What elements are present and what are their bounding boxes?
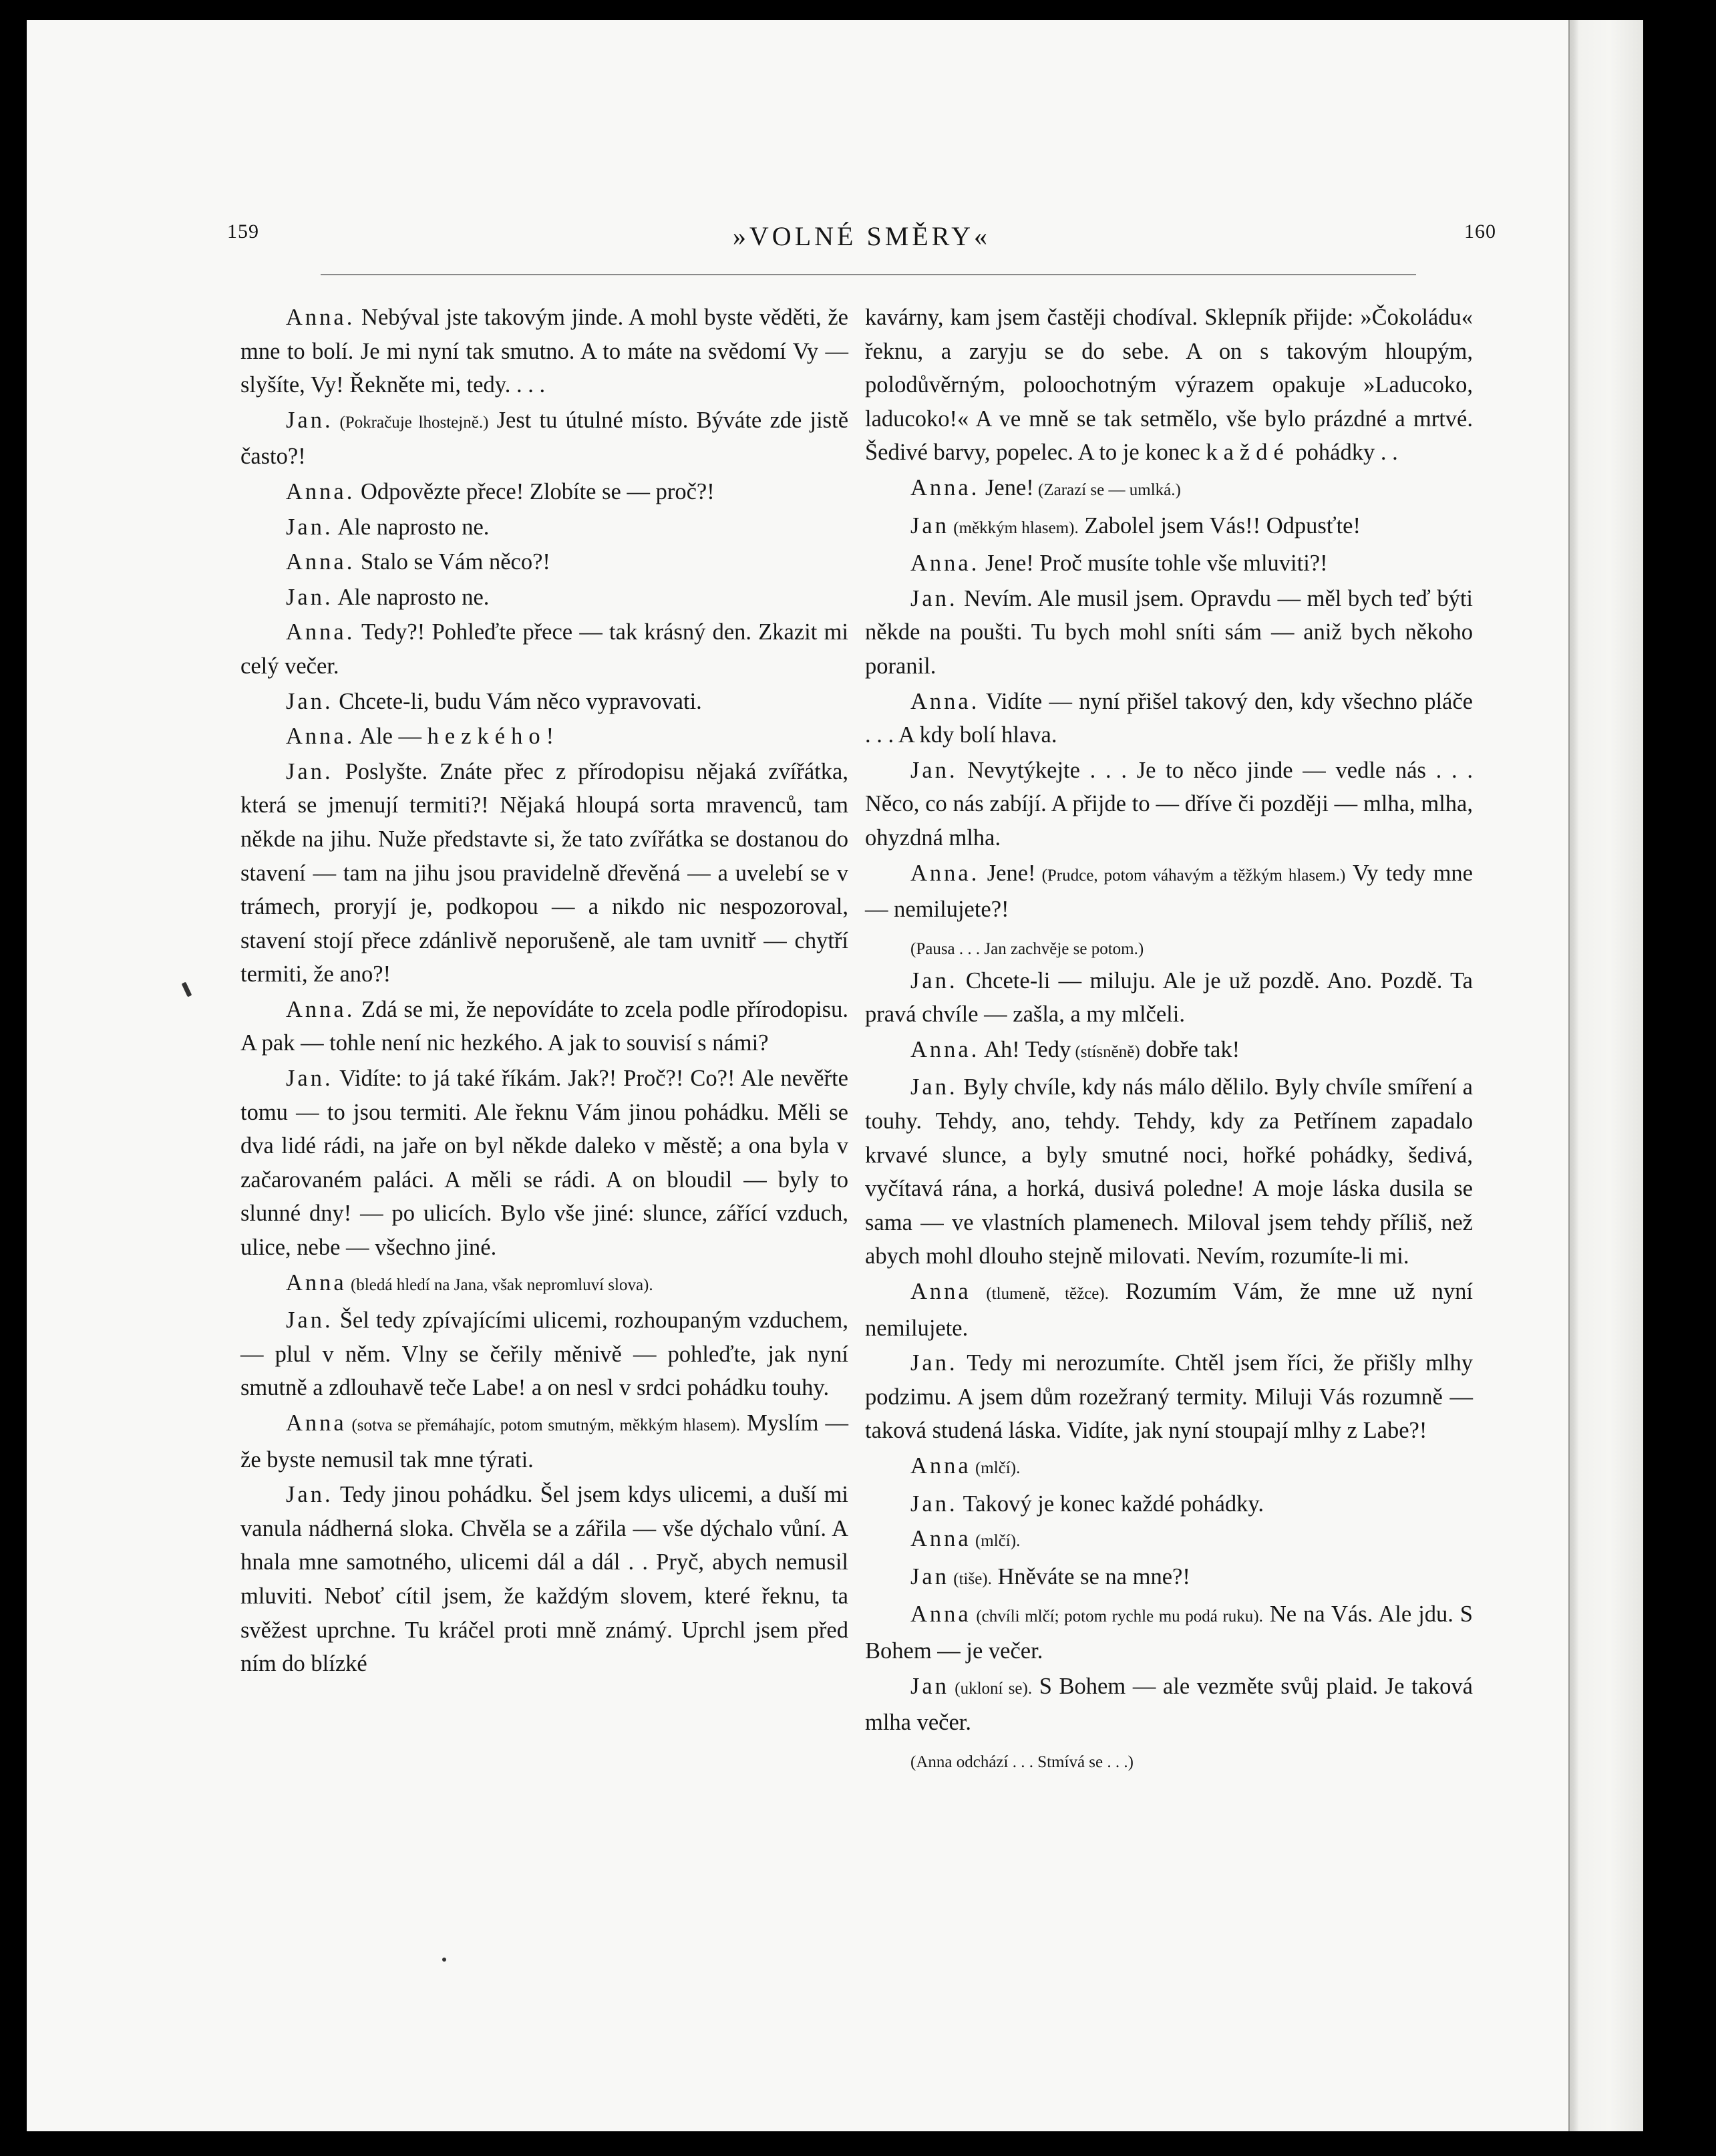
print-speck [442,1958,446,1962]
dialogue-paragraph [865,1522,1473,1559]
speaker-name: Jan. [910,967,958,993]
dialogue-text: dobře tak! [1140,1036,1240,1062]
dialogue-text: Nevytýkejte . . . Je to něco jinde — vedle nás . . . Něco, co nás zabíjí. A přijde to — dříve či později — mlha, mlha, ohyzdná mlha. [865,757,1473,851]
dialogue-text: Ah! Tedy [979,1036,1071,1062]
dialogue-paragraph [865,471,1473,508]
speaker-name: Anna [910,1526,971,1552]
speaker-name: Jan. [910,1350,958,1376]
dialogue-text: Takový je konec každé pohádky. [957,1491,1264,1517]
speaker-name: Anna [910,1601,971,1628]
speaker-name: Anna. [910,551,980,577]
dialogue-text: Ne na Vás. Ale jdu. S Bohem — je večer. [865,1601,1473,1664]
dialogue-paragraph [240,615,848,683]
speaker-name: Anna. [286,619,355,645]
dialogue-paragraph [240,404,848,474]
emphasized-word: každé [1206,440,1290,466]
dialogue-text: Tedy jinou pohádku. Šel jsem kdys ulicemi, a duší mi vanula nádherná sloka. Chvěla se a zářila — vše dýchalo vůní. A hnala mne samotného, ulicemi dál a dál . . Pryč, abych nemusil mluviti. Neboť cítil jsem, že každým slovem, které řeknu, ta svěžest uprchne. Tu kráčel proti mně známý. Uprchl jsem před ním do blízké [240,1482,848,1677]
dialogue-text: Byly chvíle, kdy nás málo dělilo. Byly chvíle smíření a touhy. Tehdy, ano, tehdy. Tehdy, kdy za Petřínem zapadalo krvavé slunce, a byly smutné noci, hořké pohádky, šedivá, vyčítavá rána, a horká, dusivá poledne! A moje láska dusila se sama — ve vlastních plamenech. Miloval jsem tehdy příliš, než abych mohl dlouho stejně milovati. Nevím, rozumíte-li mi. [865,1074,1473,1269]
dialogue-paragraph [240,545,848,579]
dialogue-paragraph [240,475,848,509]
speaker-name: Jan. [286,584,333,610]
dialogue-text: pohádky . . [1289,440,1398,466]
dialogue-text: Šel tedy zpívajícími ulicemi, rozhoupaným vzduchem, — plul v něm. Vlny se čeřily měnivě — pohleďte, jak nyní smutně a zdlouhavě teče Labe! a on nesl v srdci pohádku touhy. [240,1307,848,1401]
dialogue-text: Nebýval jste takovým jinde. A mohl byste věděti, že mne to bolí. Je mi nyní tak smutno. A to máte na svědomí Vy — slyšíte, Vy! Řekněte mi, tedy. . . . [240,305,848,398]
dialogue-paragraph [240,720,848,754]
dialogue-text: Tedy?! Pohleďte přece — tak krásný den. Zkazit mi celý večer. [240,619,848,679]
page-number-left: 159 [227,220,259,243]
dialogue-paragraph [865,1670,1473,1740]
stage-direction: (bledá hledí na Jana, však nepromluví slova). [346,1275,653,1294]
dialogue-text: Zabolel jsem Vás!! Odpusťte! [1078,512,1361,538]
speaker-name: Jan. [286,758,333,784]
speaker-name: Jan. [286,1482,333,1508]
speaker-name: Jan [910,1673,949,1699]
dialogue-paragraph [865,582,1473,683]
dialogue-text: Rozumím Vám, že mne už nyní nemilujete. [865,1279,1473,1341]
speaker-name: Jan [910,1563,949,1589]
page-number-right: 160 [1464,220,1496,243]
speaker-name: Anna. [286,996,355,1022]
journal-title: »VOLNÉ SMĚRY« [732,221,991,251]
speaker-name: Anna. [286,478,355,504]
dialogue-paragraph [865,1560,1473,1597]
dialogue-text: Ale naprosto ne. [333,514,490,540]
speaker-name: Anna. [286,549,355,575]
dialogue-text: Ale — [355,724,427,750]
dialogue-paragraph [865,1487,1473,1521]
dialogue-text: Jene! [979,860,1036,886]
stage-direction: (Zarazí se — umlká.) [1033,480,1181,499]
speaker-name: Anna. [286,724,355,750]
stage-direction-line: (Anna odchází . . . Stmívá se . . .) [910,1752,1134,1771]
speaker-name: Jan. [286,1066,333,1092]
left-column [240,301,848,1682]
dialogue-text: Vidíte: to já také říkám. Jak?! Proč?! Co?! Ale nevěřte tomu — to jsou termiti. Ale řeknu Vám jinou pohádku. Měli se dva lidé rádi, na jaře on byl někde daleko v městě; a ona byla v začarovaném paláci. A měli se rádi. A on bloudil — byly to slunné dny! — po ulicích. Bylo vše jiné: slunce, zářící vzduch, ulice, nebe — všechno jiné. [240,1066,848,1261]
dialogue-text: Poslyšte. Znáte přec z přírodopisu nějaká zvířátka, která se jmenují termiti?! Nějaká hloupá sorta mravenců, tam někde na jihu. Nuže představte si, že tato zvířátka se dostanou do stavení — tam na jihu jsou pravidelně dřevěná — a uvelebí se v trámech, proryjí je, podkopou — a nikdo nic nespozoroval, stavení stojí přece zdánlivě neporušeně, ale tam uvnitř — chytří termiti, že ano?! [240,758,848,987]
dialogue-paragraph [865,1033,1473,1070]
speaker-name: Jan. [910,757,958,783]
dialogue-paragraph [240,301,848,402]
margin-speck [182,982,192,997]
right-column [865,301,1473,1777]
dialogue-paragraph [240,1406,848,1477]
dialogue-text: Zdá se mi, že nepovídáte to zcela podle přírodopisu. A pak — tohle není nic hezkého. A jak to souvisí s námi? [240,996,848,1056]
dialogue-paragraph [240,685,848,719]
speaker-name: Jan. [286,514,333,540]
dialogue-text: Jene! [979,474,1034,500]
dialogue-paragraph [865,964,1473,1032]
dialogue-text: Hněváte se na mne?! [991,1563,1190,1589]
stage-direction-line: (Pausa . . . Jan zachvěje se potom.) [910,939,1144,958]
dialogue-paragraph [865,301,1473,470]
speaker-name: Anna. [910,474,980,500]
dialogue-text: Stalo se Vám něco?! [355,549,550,575]
dialogue-paragraph [865,547,1473,581]
dialogue-text: Chcete-li — miluju. Ale je už pozdě. Ano. Pozdě. Ta pravá chvíle — zašla, a my mlčeli. [865,967,1473,1028]
dialogue-paragraph [240,1303,848,1405]
dialogue-paragraph [865,754,1473,855]
dialogue-paragraph [865,1070,1473,1273]
dialogue-paragraph [240,510,848,545]
book-page [27,20,1643,2131]
speaker-name: Jan. [286,407,333,433]
dialogue-paragraph [865,1449,1473,1486]
dialogue-paragraph [865,1275,1473,1345]
dialogue-text: Odpovězte přece! Zlobíte se — proč?! [355,478,715,504]
speaker-name: Jan. [286,688,333,714]
stage-direction: (Pokračuje lhostejně.) [333,413,489,432]
dialogue-text: Vy tedy mne — nemilujete?! [865,860,1473,923]
dialogue-text: Tedy mi nerozumíte. Chtěl jsem říci, že přišly mlhy podzimu. A jsem dům rozežraný termity. Miluji Vás rozumně — taková studená láska. Vidíte, jak nyní stoupají mlhy z Labe?! [865,1350,1473,1444]
stage-direction: (mlčí). [971,1532,1021,1551]
dialogue-paragraph [240,1266,848,1303]
speaker-name: Anna. [910,1036,980,1062]
dialogue-paragraph [865,685,1473,752]
speaker-name: Jan. [910,1074,958,1100]
speaker-name: Anna [286,1410,347,1436]
dialogue-text: Jest tu útulné místo. Býváte zde jistě často?! [240,407,849,470]
dialogue-text: Vidíte — nyní přišel takový den, kdy všechno pláče . . . A kdy bolí hlava. [865,688,1473,748]
emphasized-word: hezkého! [427,724,560,750]
speaker-name: Anna. [286,305,355,330]
dialogue-text: Chcete-li, budu Vám něco vypravovati. [333,688,702,714]
stage-direction: (sotva se přemáhajíc, potom smutným, měkkým hlasem). [346,1416,740,1434]
dialogue-text: Myslím — že byste nemusil tak mne týrati. [240,1410,849,1473]
dialogue-text: Jene! Proč musíte tohle vše mluviti?! [979,551,1328,577]
speaker-name: Jan. [286,1307,333,1334]
running-head [227,220,1496,254]
dialogue-paragraph [865,509,1473,546]
speaker-name: Anna. [910,688,980,714]
stage-direction: (měkkým hlasem). [949,518,1079,537]
stage-direction: (Prudce, potom váhavým a těžkým hlasem.) [1035,866,1346,885]
stage-direction: (mlčí). [971,1459,1021,1477]
dialogue-paragraph [865,1346,1473,1448]
stage-direction: (stísněně) [1071,1042,1140,1061]
dialogue-text: Nevím. Ale musil jsem. Opravdu — měl bych teď býti někde na poušti. Tu bych mohl sníti sám — aniž bych někoho poranil. [865,585,1473,679]
dialogue-paragraph [240,1062,848,1265]
dialogue-paragraph [865,1597,1473,1668]
stage-direction: (ukloní se). [949,1679,1033,1698]
dialogue-paragraph [240,755,848,991]
speaker-name: Anna [910,1453,971,1479]
dialogue-text: kavárny, kam jsem častěji chodíval. Sklepník přijde: »Čokoládu« řeknu, a zaryju se do sebe. A on s takovým hloupým, polodůvěrným, poloochotným výrazem opakuje »Laducoko, laducoko!« A ve mně se tak setmělo, vše bylo prázdné a mrtvé. Šedivé barvy, popelec. A to je konec [865,305,1473,466]
stage-direction: (tlumeně, těžce). [971,1285,1109,1303]
dialogue-paragraph [240,581,848,615]
dialogue-text: S Bohem — ale vezměte svůj plaid. Je taková mlha večer. [865,1673,1473,1736]
dialogue-paragraph [240,993,848,1060]
stage-direction: (chvíli mlčí; potom rychle mu podá ruku). [971,1607,1263,1626]
dialogue-text: Ale naprosto ne. [333,584,490,610]
stage-direction: (tiše). [949,1569,992,1588]
speaker-name: Jan. [910,585,958,611]
speaker-name: Jan [910,512,949,538]
speaker-name: Anna [286,1269,347,1295]
dialogue-paragraph [240,1478,848,1681]
speaker-name: Jan. [910,1491,958,1517]
dialogue-paragraph [865,857,1473,927]
facing-page-edge [1568,20,1643,2131]
speaker-name: Anna [910,1279,971,1305]
header-rule [321,274,1416,275]
speaker-name: Anna. [910,860,980,886]
